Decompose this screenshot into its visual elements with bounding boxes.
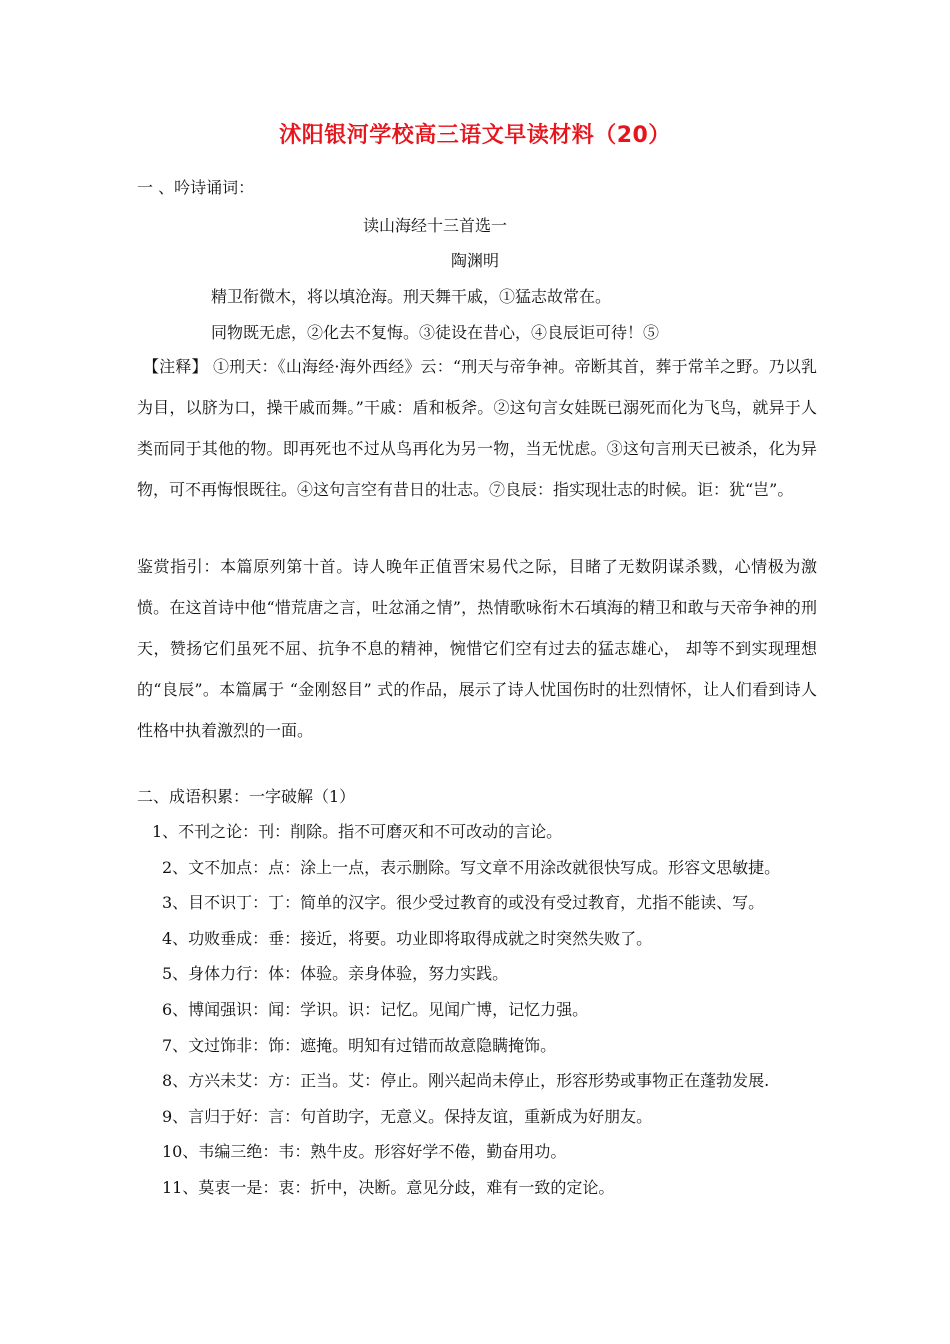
appreciation-guide: 鉴赏指引：本篇原列第十首。诗人晚年正值晋宋易代之际，目睹了无数阴谋杀戮，心情极为激愤。在这首诗中他“惜荒唐之言，吐忿涌之情”，热情歌咏衔木石填海的精卫和敢与天帝争神的刑天，赞扬它们虽死不屈、抗争不息的精神，惋惜它们空有过去的猛志雄心， 却等不到实现理想的“良辰”。本篇属于 “金刚怒目” 式的作品，展示了诗人忧国伤时的壮烈情怀，让人们看到诗人性格中执着激烈的一面。 — [137, 557, 817, 740]
idiom-item: 5、身体力行：体：体验。亲身体验，努力实践。 — [162, 964, 509, 983]
idiom-item: 4、功败垂成：垂：接近，将要。功业即将取得成就之时突然失败了。 — [162, 929, 653, 948]
idiom-item: 10、韦编三绝：韦：熟牛皮。形容好学不倦，勤奋用功。 — [162, 1142, 567, 1161]
idiom-item: 2、文不加点：点：涂上一点，表示删除。写文章不用涂改就很快写成。形容文思敏捷。 — [162, 858, 781, 877]
poem-line-2: 同物既无虑，②化去不复悔。③徒设在昔心，④良辰讵可待！⑤ — [211, 323, 660, 342]
section1-heading: 一 、吟诗诵词： — [137, 178, 255, 197]
idiom-item: 8、方兴未艾：方：正当。艾：停止。刚兴起尚未停止，形容形势或事物正在蓬勃发展. — [162, 1071, 770, 1090]
poem-line-1: 精卫衔微木，将以填沧海。刑天舞干戚，①猛志故常在。 — [211, 287, 612, 306]
poem-title: 读山海经十三首选一 — [362, 216, 507, 235]
section2-heading: 二、成语积累：一字破解（1） — [137, 787, 356, 806]
idiom-item: 7、文过饰非：饰：遮掩。明知有过错而故意隐瞒掩饰。 — [162, 1036, 557, 1055]
idiom-item: 6、博闻强识：闻：学识。识：记忆。见闻广博，记忆力强。 — [162, 1000, 589, 1019]
document-title: 沭阳银河学校高三语文早读材料（20） — [279, 123, 671, 148]
poem-author: 陶渊明 — [450, 251, 499, 270]
poem-notes: 【注释】 ①刑天：《山海经·海外西经》云：“刑天与帝争神。帝断其首，葬于常羊之野。乃以乳为目，以脐为口，操干戚而舞。”干戚：盾和板斧。②这句言女娃既已溺死而化为飞鸟，就异于人类而同于其他的物。即再死也不过从鸟再化为另一物，当无忧虑。③这句言刑天已被杀，化为异物，可不再悔恨既往。④这句言空有昔日的壮志。⑦良辰：指实现壮志的时候。讵：犹“岂”。 — [137, 357, 817, 499]
idiom-item: 11、莫衷一是：衷：折中，决断。意见分歧，难有一致的定论。 — [162, 1178, 615, 1197]
idiom-item: 1、不刊之论：刊：削除。指不可磨灭和不可改动的言论。 — [152, 822, 563, 841]
idiom-item: 3、目不识丁：丁：简单的汉字。很少受过教育的或没有受过教育，尤指不能读、写。 — [162, 893, 765, 912]
idiom-item: 9、言归于好：言：句首助字，无意义。保持友谊，重新成为好朋友。 — [162, 1107, 653, 1126]
